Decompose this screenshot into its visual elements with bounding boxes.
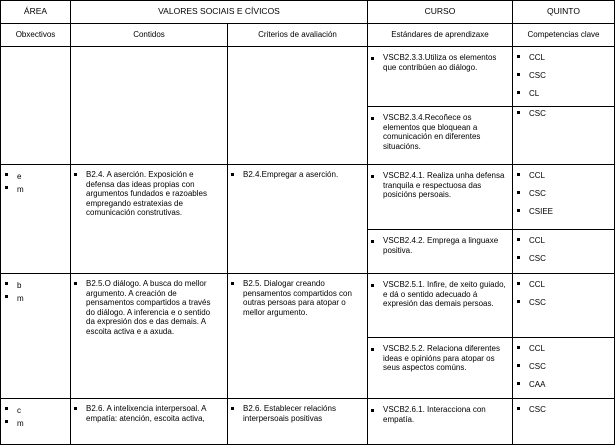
contents-cell [71, 165, 228, 274]
criterion-item: B2.5. Dialogar creando pensamentos compartidos con outras persoas para atopar o mellor argumento. [243, 279, 361, 317]
objectives-cell [1, 165, 71, 274]
objective-item: b [17, 279, 70, 292]
competences-cell [513, 230, 615, 274]
standard-cell [368, 47, 513, 107]
objectives-cell [1, 274, 71, 399]
standard-item: VSCB2.6.1. Interacciona con empatía. [383, 405, 506, 424]
objective-item: m [17, 292, 70, 305]
competences-cell [513, 399, 615, 445]
contents-cell [71, 274, 228, 399]
contents-cell [71, 47, 228, 165]
competence-item: CCL [529, 170, 610, 188]
objective-item: e [17, 170, 70, 183]
table-row [1, 399, 615, 445]
competence-item: CL [529, 88, 610, 106]
objectives-cell [1, 47, 71, 165]
standard-cell [368, 165, 513, 230]
criteria-cell [228, 274, 368, 399]
objective-item: c [17, 404, 70, 417]
competences-cell [513, 274, 615, 338]
standard-cell [368, 230, 513, 274]
criterion-item: B2.6. Establecer relacións interpersoais positivas [243, 404, 361, 423]
competence-item: CSC [529, 253, 610, 271]
competence-item: CSC [529, 404, 610, 422]
standard-cell [368, 399, 513, 445]
content-item: B2.6. A intelixencia interpersoal. A empatía: atención, escoita activa, [86, 404, 221, 423]
competence-item: CCL [529, 279, 610, 297]
objectives-cell [1, 399, 71, 445]
standard-cell [368, 338, 513, 399]
competences-cell [513, 47, 615, 107]
criteria-cell [228, 165, 368, 274]
competence-item: CSC [529, 188, 610, 206]
column-header-criteria: Criterios de avaliación [228, 24, 368, 47]
competence-item: CSC [529, 108, 610, 126]
standard-cell [368, 107, 513, 165]
standard-item: VSCB2.5.1. Infire, de xeito guiado, e dá o sentido adecuado á expresión das demais persoas. [383, 280, 506, 308]
column-header-row [1, 24, 615, 47]
competences-cell [513, 107, 615, 165]
competence-item: CAA [529, 379, 610, 397]
content-item: B2.4. A aserción. Exposición e defensa das ideas propias con argumentos fundados e razoables empregando estratexias de comunicación construtivas. [86, 170, 221, 218]
column-header-competences: Competencias clave [513, 24, 615, 47]
standard-item: VSCB2.4.1. Realiza unha defensa tranquila e respectuosa das posicións persoais. [383, 171, 505, 199]
column-header-objectives: Obxectivos [1, 24, 71, 47]
column-header-standards: Estándares de aprendizaxe [368, 24, 513, 47]
objective-item: m [17, 183, 70, 196]
standard-cell [368, 274, 513, 338]
competence-item: CCL [529, 52, 610, 70]
criteria-cell [228, 47, 368, 165]
competence-item: CCL [529, 235, 610, 253]
standard-item: VSCB2.3.3.Utiliza os elementos que contribúen ao diálogo. [383, 53, 506, 72]
competences-cell [513, 165, 615, 230]
criteria-cell [228, 399, 368, 445]
column-header-contents: Contidos [71, 24, 228, 47]
header-row [1, 1, 615, 24]
competence-item: CSC [529, 70, 610, 88]
competence-item: CSIEE [529, 206, 610, 224]
competences-cell [513, 338, 615, 399]
standard-item: VSCB2.5.2. Relaciona diferentes ideas e opinións para atopar os seus aspectos comúns. [383, 344, 506, 373]
area-label: ÁREA [1, 1, 71, 24]
competence-item: CCL [529, 343, 610, 361]
criterion-item: B2.4.Empregar a aserción. [243, 170, 361, 180]
competence-item: CSC [529, 297, 610, 315]
table-row [1, 274, 615, 338]
course-label: CURSO [368, 1, 513, 24]
contents-cell [71, 399, 228, 445]
objective-item: m [17, 417, 70, 430]
subject-title: VALORES SOCIAIS E CÍVICOS [71, 1, 368, 24]
standard-item: VSCB2.3.4.Recoñece os elementos que bloquean a comunicación en diferentes situacións. [383, 113, 506, 151]
table-row [1, 47, 615, 107]
competence-item: CSC [529, 361, 610, 379]
course-value: QUINTO [513, 1, 615, 24]
standard-item: VSCB2.4.2. Emprega a linguaxe positiva. [383, 236, 506, 255]
table-row [1, 165, 615, 230]
content-item: B2.5.O diálogo. A busca do mellor argumento. A creación de pensamentos compartidos a través do diálogo. A inferencia e o sentido da expresión dos e das demais. A escoita activa e a axuda. [86, 279, 221, 336]
